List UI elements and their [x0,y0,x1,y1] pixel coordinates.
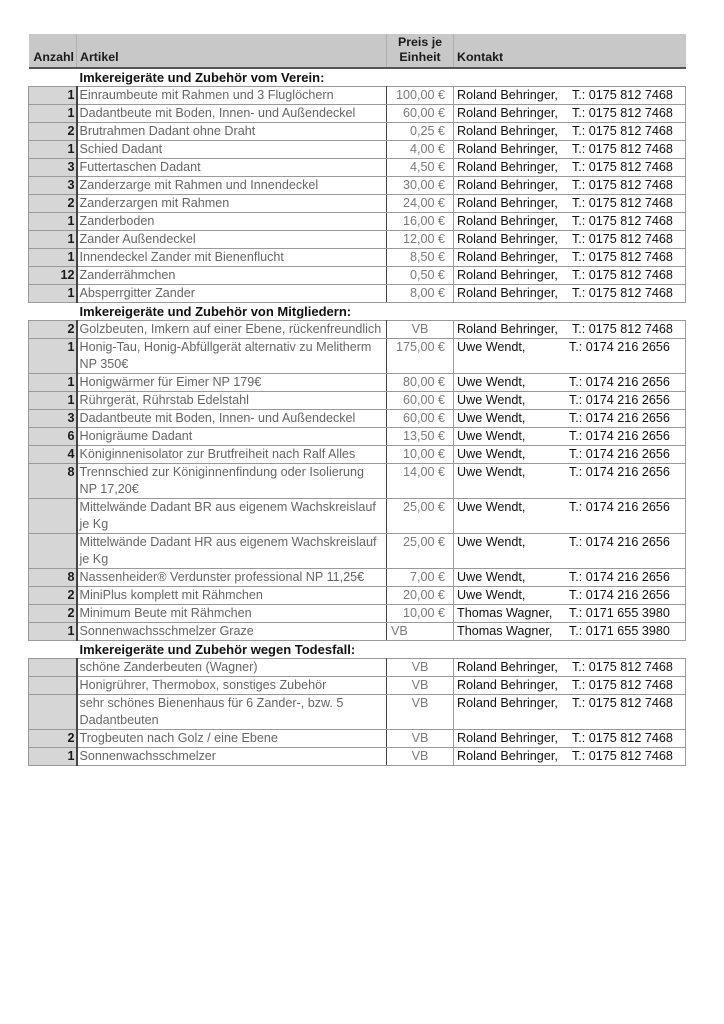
contact-phone: T.: 0174 216 2656 [569,500,670,514]
article-cell: Sonnenwachsschmelzer [77,748,387,766]
section-spacer [29,303,77,321]
table-row [29,695,686,730]
contact-cell [454,392,686,410]
price-cell: 13,50 € [387,428,454,446]
article-cell: Einraumbeute mit Rahmen und 3 Fluglöchern [77,87,387,105]
quantity-cell [29,695,77,730]
quantity-cell: 1 [29,141,77,159]
contact-name: Thomas Wagner, [457,624,553,638]
contact-cell [454,339,686,374]
quantity-cell: 8 [29,464,77,499]
contact-name: Uwe Wendt, [457,535,526,549]
table-row [29,374,686,392]
price-cell: 60,00 € [387,392,454,410]
quantity-cell: 2 [29,195,77,213]
contact-cell [454,285,686,303]
price-cell: 0,25 € [387,123,454,141]
table-row [29,748,686,766]
contact-name: Uwe Wendt, [457,570,526,584]
price-cell: VB [387,748,454,766]
article-cell: Absperrgitter Zander [77,285,387,303]
quantity-cell: 1 [29,748,77,766]
contact-cell [454,105,686,123]
table-row [29,105,686,123]
table-row [29,464,686,499]
contact-cell [454,659,686,677]
contact-cell [454,534,686,569]
header-article: Artikel [77,34,387,68]
price-cell: 10,00 € [387,446,454,464]
quantity-cell [29,659,77,677]
article-cell: Rührgerät, Rührstab Edelstahl [77,392,387,410]
contact-phone: T.: 0175 812 7468 [572,106,673,120]
table-row [29,587,686,605]
table-row [29,730,686,748]
contact-name: Roland Behringer, [457,268,558,282]
contact-phone: T.: 0175 812 7468 [572,178,673,192]
article-cell: Nassenheider® Verdunster professional NP 11,25€ [77,569,387,587]
contact-name: Roland Behringer, [457,678,558,692]
header-qty: Anzahl [29,34,77,68]
price-cell: 60,00 € [387,105,454,123]
table-row [29,123,686,141]
table-row [29,177,686,195]
section-title: Imkereigeräte und Zubehör wegen Todesfall: [79,642,356,657]
contact-name: Uwe Wendt, [457,447,526,461]
quantity-cell [29,499,77,534]
article-cell: Minimum Beute mit Rähmchen [77,605,387,623]
price-cell: 25,00 € [387,499,454,534]
article-cell: MiniPlus komplett mit Rähmchen [77,587,387,605]
quantity-cell: 1 [29,249,77,267]
quantity-cell: 1 [29,105,77,123]
article-cell: Trennschied zur Königinnenfindung oder Isolierung NP 17,20€ [77,464,387,499]
table-row [29,569,686,587]
price-cell: 7,00 € [387,569,454,587]
header-price [387,34,454,68]
quantity-cell: 2 [29,730,77,748]
article-cell: Zanderrähmchen [77,267,387,285]
article-cell: Honigrührer, Thermobox, sonstiges Zubehör [77,677,387,695]
table-row [29,195,686,213]
contact-cell [454,141,686,159]
table-row [29,392,686,410]
article-cell: Trogbeuten nach Golz / eine Ebene [77,730,387,748]
contact-name: Roland Behringer, [457,696,558,710]
contact-cell [454,748,686,766]
contact-cell [454,695,686,730]
contact-phone: T.: 0175 812 7468 [572,678,673,692]
contact-phone: T.: 0174 216 2656 [569,429,670,443]
contact-phone: T.: 0175 812 7468 [572,160,673,174]
contact-phone: T.: 0175 812 7468 [572,196,673,210]
contact-cell [454,213,686,231]
contact-name: Roland Behringer, [457,160,558,174]
contact-name: Roland Behringer, [457,88,558,102]
price-cell: 80,00 € [387,374,454,392]
contact-phone: T.: 0174 216 2656 [569,570,670,584]
contact-cell [454,249,686,267]
article-cell: Zanderzarge mit Rahmen und Innendeckel [77,177,387,195]
article-cell: Zanderzargen mit Rahmen [77,195,387,213]
contact-name: Roland Behringer, [457,106,558,120]
contact-cell [454,231,686,249]
header-price-line2: Einheit [399,50,441,64]
price-cell: 100,00 € [387,87,454,105]
table-row [29,285,686,303]
contact-name: Roland Behringer, [457,124,558,138]
contact-cell [454,446,686,464]
quantity-cell: 3 [29,177,77,195]
quantity-cell: 2 [29,605,77,623]
contact-phone: T.: 0175 812 7468 [572,232,673,246]
article-cell: Sonnenwachsschmelzer Graze [77,623,387,641]
contact-name: Roland Behringer, [457,232,558,246]
table-row [29,339,686,374]
contact-phone: T.: 0175 812 7468 [572,286,673,300]
section-title: Imkereigeräte und Zubehör von Mitgliedern: [79,304,352,319]
contact-cell [454,177,686,195]
table-row [29,87,686,105]
contact-phone: T.: 0174 216 2656 [569,411,670,425]
contact-cell [454,123,686,141]
quantity-cell [29,534,77,569]
contact-name: Roland Behringer, [457,214,558,228]
table-row [29,159,686,177]
contact-name: Roland Behringer, [457,660,558,674]
article-cell: Zander Außendeckel [77,231,387,249]
price-cell: 4,00 € [387,141,454,159]
article-cell: Honigräume Dadant [77,428,387,446]
quantity-cell: 1 [29,285,77,303]
contact-name: Uwe Wendt, [457,465,526,479]
table-row [29,410,686,428]
quantity-cell: 2 [29,123,77,141]
contact-name: Thomas Wagner, [457,606,553,620]
contact-cell [454,623,686,641]
quantity-cell: 1 [29,623,77,641]
contact-phone: T.: 0175 812 7468 [572,124,673,138]
contact-phone: T.: 0175 812 7468 [572,214,673,228]
price-cell: 10,00 € [387,605,454,623]
table-body [29,68,686,766]
contact-cell [454,374,686,392]
contact-cell [454,730,686,748]
section-header-row [29,68,686,87]
contact-cell [454,321,686,339]
contact-name: Roland Behringer, [457,178,558,192]
quantity-cell: 12 [29,267,77,285]
contact-phone: T.: 0175 812 7468 [572,731,673,745]
article-cell: Dadantbeute mit Boden, Innen- und Außendeckel [77,105,387,123]
contact-cell [454,464,686,499]
contact-name: Uwe Wendt, [457,411,526,425]
contact-cell [454,410,686,428]
price-cell: 30,00 € [387,177,454,195]
contact-phone: T.: 0175 812 7468 [572,88,673,102]
price-cell: VB [387,623,454,641]
quantity-cell: 2 [29,321,77,339]
price-cell: 4,50 € [387,159,454,177]
article-cell: Schied Dadant [77,141,387,159]
contact-cell [454,605,686,623]
article-cell: Innendeckel Zander mit Bienenflucht [77,249,387,267]
table-row [29,428,686,446]
table-row [29,499,686,534]
price-cell: 20,00 € [387,587,454,605]
quantity-cell: 1 [29,87,77,105]
contact-cell [454,159,686,177]
price-cell: 12,00 € [387,231,454,249]
offer-table [28,34,686,766]
quantity-cell: 1 [29,374,77,392]
contact-name: Roland Behringer, [457,142,558,156]
article-cell: schöne Zanderbeuten (Wagner) [77,659,387,677]
table-row [29,249,686,267]
table-row [29,659,686,677]
quantity-cell [29,677,77,695]
article-cell: Königinnenisolator zur Brutfreiheit nach Ralf Alles [77,446,387,464]
quantity-cell: 4 [29,446,77,464]
contact-phone: T.: 0175 812 7468 [572,696,673,710]
article-cell: Mittelwände Dadant BR aus eigenem Wachskreislauf je Kg [77,499,387,534]
section-spacer [29,68,77,87]
contact-name: Uwe Wendt, [457,429,526,443]
price-cell: VB [387,730,454,748]
contact-name: Roland Behringer, [457,250,558,264]
price-cell: 24,00 € [387,195,454,213]
header-contact: Kontakt [454,34,686,68]
price-cell: 16,00 € [387,213,454,231]
contact-cell [454,428,686,446]
contact-phone: T.: 0175 812 7468 [572,268,673,282]
header-price-line1: Preis je [397,35,443,49]
contact-phone: T.: 0174 216 2656 [569,447,670,461]
section-spacer [29,641,77,659]
contact-name: Uwe Wendt, [457,393,526,407]
contact-phone: T.: 0175 812 7468 [572,250,673,264]
contact-cell [454,569,686,587]
header-row [29,34,686,68]
contact-phone: T.: 0175 812 7468 [572,142,673,156]
contact-cell [454,195,686,213]
quantity-cell: 2 [29,587,77,605]
contact-cell [454,267,686,285]
contact-phone: T.: 0174 216 2656 [569,588,670,602]
table-row [29,677,686,695]
quantity-cell: 1 [29,213,77,231]
section-header-row [29,641,686,659]
quantity-cell: 1 [29,231,77,249]
quantity-cell: 8 [29,569,77,587]
table-row [29,321,686,339]
price-cell: 25,00 € [387,534,454,569]
contact-cell [454,499,686,534]
table-row [29,267,686,285]
table-row [29,141,686,159]
price-cell: VB [387,695,454,730]
contact-name: Roland Behringer, [457,731,558,745]
table-row [29,231,686,249]
quantity-cell: 1 [29,392,77,410]
contact-name: Roland Behringer, [457,322,558,336]
contact-name: Uwe Wendt, [457,375,526,389]
table-row [29,534,686,569]
table-row [29,605,686,623]
contact-phone: T.: 0171 655 3980 [569,606,670,620]
article-cell: Dadantbeute mit Boden, Innen- und Außendeckel [77,410,387,428]
quantity-cell: 3 [29,159,77,177]
article-cell: Honig-Tau, Honig-Abfüllgerät alternativ zu Melitherm NP 350€ [77,339,387,374]
price-cell: 60,00 € [387,410,454,428]
price-cell: VB [387,659,454,677]
article-cell: Futtertaschen Dadant [77,159,387,177]
article-cell: Honigwärmer für Eimer NP 179€ [77,374,387,392]
contact-cell [454,677,686,695]
article-cell: sehr schönes Bienenhaus für 6 Zander-, bzw. 5 Dadantbeuten [77,695,387,730]
contact-cell [454,587,686,605]
price-cell: 8,50 € [387,249,454,267]
article-cell: Golzbeuten, Imkern auf einer Ebene, rückenfreundlich [77,321,387,339]
section-title: Imkereigeräte und Zubehör vom Verein: [79,70,325,85]
contact-name: Roland Behringer, [457,286,558,300]
contact-name: Roland Behringer, [457,749,558,763]
contact-name: Uwe Wendt, [457,340,526,354]
contact-phone: T.: 0174 216 2656 [569,465,670,479]
contact-phone: T.: 0175 812 7468 [572,660,673,674]
contact-name: Uwe Wendt, [457,588,526,602]
price-cell: 14,00 € [387,464,454,499]
price-cell: 0,50 € [387,267,454,285]
table-row [29,623,686,641]
table-row [29,446,686,464]
quantity-cell: 1 [29,339,77,374]
quantity-cell: 3 [29,410,77,428]
contact-phone: T.: 0174 216 2656 [569,340,670,354]
article-cell: Zanderboden [77,213,387,231]
table-row [29,213,686,231]
section-header-row [29,303,686,321]
contact-cell [454,87,686,105]
contact-phone: T.: 0171 655 3980 [569,624,670,638]
contact-phone: T.: 0174 216 2656 [569,375,670,389]
contact-phone: T.: 0174 216 2656 [569,393,670,407]
price-cell: VB [387,677,454,695]
price-cell: 175,00 € [387,339,454,374]
contact-phone: T.: 0175 812 7468 [572,749,673,763]
contact-name: Roland Behringer, [457,196,558,210]
contact-phone: T.: 0174 216 2656 [569,535,670,549]
quantity-cell: 6 [29,428,77,446]
price-cell: VB [387,321,454,339]
article-cell: Mittelwände Dadant HR aus eigenem Wachskreislauf je Kg [77,534,387,569]
price-cell: 8,00 € [387,285,454,303]
contact-phone: T.: 0175 812 7468 [572,322,673,336]
contact-name: Uwe Wendt, [457,500,526,514]
article-cell: Brutrahmen Dadant ohne Draht [77,123,387,141]
